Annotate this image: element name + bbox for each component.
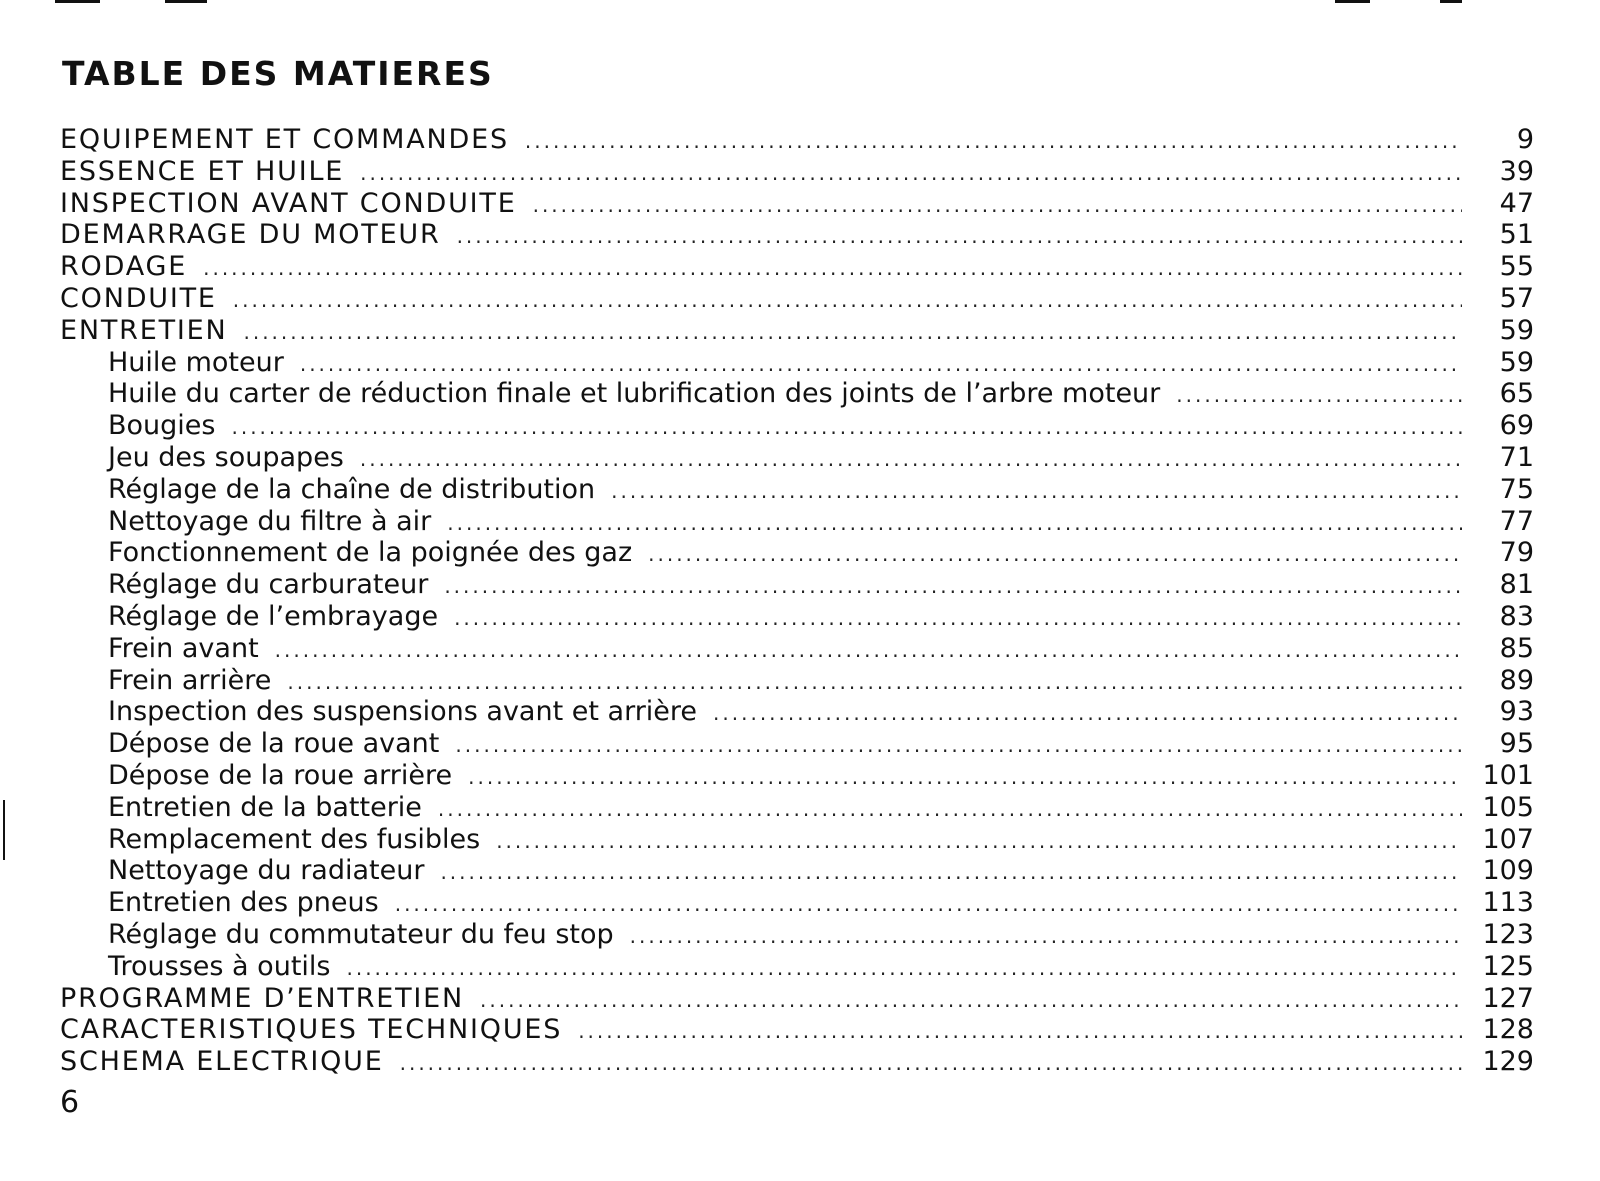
toc-entry-label: ENTRETIEN [60, 314, 228, 346]
dot-leader [360, 158, 1462, 190]
toc-entry-label: Frein avant [108, 632, 259, 664]
dot-leader [468, 762, 1462, 794]
toc-entry [60, 506, 1534, 538]
toc-entry [60, 410, 1534, 442]
toc-entry-label: Nettoyage du filtre à air [108, 505, 432, 537]
toc-entry-label: INSPECTION AVANT CONDUITE [60, 187, 517, 219]
toc-entry-page: 95 [1499, 728, 1534, 760]
toc-entry-page: 125 [1482, 950, 1534, 982]
dot-leader [438, 794, 1462, 826]
dot-leader [648, 539, 1462, 571]
toc-entry-page: 89 [1499, 664, 1534, 696]
toc-entry [60, 855, 1534, 887]
toc-entry-page: 69 [1499, 410, 1534, 442]
dot-leader [233, 285, 1462, 317]
toc-entry-page: 101 [1482, 759, 1534, 791]
toc-entry-page: 79 [1499, 537, 1534, 569]
toc-entry-page: 85 [1499, 632, 1534, 664]
dot-leader [287, 667, 1462, 699]
toc-entry-label: Remplacement des fusibles [108, 823, 481, 855]
toc-entry [60, 665, 1534, 697]
toc-entry-page: 71 [1499, 441, 1534, 473]
toc-entry [60, 951, 1534, 983]
toc-entry-page: 75 [1499, 473, 1534, 505]
toc-entry-label: Fonctionnement de la poignée des gaz [108, 537, 633, 569]
toc-entry-label: Frein arrière [108, 664, 272, 696]
toc-entry [60, 537, 1534, 569]
dot-leader [454, 603, 1462, 635]
toc-entry-label: DEMARRAGE DU MOTEUR [60, 219, 441, 251]
dot-leader [480, 985, 1462, 1017]
toc-entry-label: Huile moteur [108, 346, 284, 378]
dot-leader [360, 444, 1462, 476]
table-of-contents [60, 124, 1534, 1078]
dot-leader [300, 349, 1462, 381]
toc-entry-page: 83 [1499, 600, 1534, 632]
toc-entry [60, 824, 1534, 856]
scan-edge-mark [165, 0, 207, 3]
toc-entry-label: Trousses à outils [108, 950, 331, 982]
toc-entry-label: Bougies [108, 410, 216, 442]
toc-entry-page: 57 [1499, 282, 1534, 314]
toc-entry [60, 251, 1534, 283]
toc-entry-page: 105 [1482, 791, 1534, 823]
toc-entry-label: Entretien de la batterie [108, 791, 422, 823]
toc-entry-label: Huile du carter de réduction finale et lubrification des joints de l’arbre moteur [108, 378, 1161, 410]
dot-leader [203, 253, 1462, 285]
toc-entry-page: 81 [1499, 569, 1534, 601]
toc-entry-page: 113 [1482, 887, 1534, 919]
dot-leader [444, 571, 1462, 603]
scan-edge-mark [1440, 0, 1462, 3]
dot-leader [400, 1048, 1462, 1080]
dot-leader [525, 126, 1462, 158]
toc-entry-label: Nettoyage du radiateur [108, 855, 425, 887]
dot-leader [275, 635, 1462, 667]
toc-entry-page: 59 [1499, 346, 1534, 378]
toc-entry-page: 109 [1482, 855, 1534, 887]
scan-edge-mark [1335, 0, 1370, 3]
scan-edge-mark [55, 0, 100, 3]
toc-entry [60, 442, 1534, 474]
toc-entry-page: 128 [1482, 1014, 1534, 1046]
dot-leader [611, 476, 1462, 508]
toc-entry [60, 315, 1534, 347]
toc-entry-label: Jeu des soupapes [108, 441, 344, 473]
toc-entry-label: ESSENCE ET HUILE [60, 155, 345, 187]
toc-entry-page: 9 [1516, 124, 1534, 155]
dot-leader [457, 221, 1462, 253]
toc-entry-page: 55 [1499, 251, 1534, 283]
toc-entry-page: 59 [1499, 314, 1534, 346]
toc-entry-page: 77 [1499, 505, 1534, 537]
toc-entry-label: PROGRAMME D’ENTRETIEN [60, 982, 465, 1014]
dot-leader [440, 857, 1462, 889]
scan-margin-line [3, 800, 5, 860]
toc-entry [60, 919, 1534, 951]
toc-entry [60, 760, 1534, 792]
dot-leader [533, 190, 1462, 222]
toc-entry-label: CARACTERISTIQUES TECHNIQUES [60, 1014, 563, 1046]
toc-entry-label: CONDUITE [60, 282, 217, 314]
dot-leader [1176, 380, 1462, 412]
toc-entry-label: SCHEMA ELECTRIQUE [60, 1046, 384, 1078]
toc-entry-label: Réglage du carburateur [108, 569, 429, 601]
toc-entry-page: 127 [1482, 982, 1534, 1014]
toc-entry-page: 93 [1499, 696, 1534, 728]
dot-leader [395, 889, 1462, 921]
toc-entry-label: Réglage de la chaîne de distribution [108, 473, 596, 505]
toc-entry-label: EQUIPEMENT ET COMMANDES [60, 124, 509, 155]
toc-entry-label: Dépose de la roue avant [108, 728, 440, 760]
dot-leader [713, 698, 1462, 730]
dot-leader [455, 730, 1462, 762]
toc-entry [60, 696, 1534, 728]
toc-entry-page: 107 [1482, 823, 1534, 855]
toc-entry-label: Réglage de l’embrayage [108, 600, 439, 632]
toc-entry-page: 65 [1499, 378, 1534, 410]
dot-leader [578, 1016, 1462, 1048]
dot-leader [496, 826, 1462, 858]
toc-entry [60, 378, 1534, 410]
toc-entry [60, 188, 1534, 220]
toc-entry [60, 124, 1534, 156]
toc-entry [60, 569, 1534, 601]
toc-entry [60, 156, 1534, 188]
toc-entry [60, 633, 1534, 665]
dot-leader [630, 921, 1462, 953]
page-number: 6 [60, 1085, 80, 1120]
dot-leader [243, 317, 1462, 349]
toc-entry [60, 887, 1534, 919]
toc-entry-label: Dépose de la roue arrière [108, 759, 453, 791]
toc-entry [60, 283, 1534, 315]
toc-entry-page: 47 [1499, 187, 1534, 219]
toc-entry-page: 39 [1499, 155, 1534, 187]
toc-entry-page: 123 [1482, 918, 1534, 950]
toc-entry [60, 601, 1534, 633]
toc-entry [60, 792, 1534, 824]
toc-entry-label: Inspection des suspensions avant et arrière [108, 696, 698, 728]
toc-entry [60, 347, 1534, 379]
toc-entry [60, 728, 1534, 760]
toc-entry [60, 1046, 1534, 1078]
dot-leader [447, 508, 1462, 540]
toc-entry [60, 219, 1534, 251]
dot-leader [346, 953, 1462, 985]
toc-entry-page: 129 [1482, 1046, 1534, 1078]
dot-leader [231, 412, 1462, 444]
toc-entry [60, 983, 1534, 1015]
toc-entry-label: RODAGE [60, 251, 188, 283]
toc-entry [60, 1014, 1534, 1046]
page-title: TABLE DES MATIERES [62, 54, 494, 93]
toc-entry [60, 474, 1534, 506]
toc-entry-page: 51 [1499, 219, 1534, 251]
toc-entry-label: Réglage du commutateur du feu stop [108, 918, 614, 950]
toc-entry-label: Entretien des pneus [108, 887, 379, 919]
